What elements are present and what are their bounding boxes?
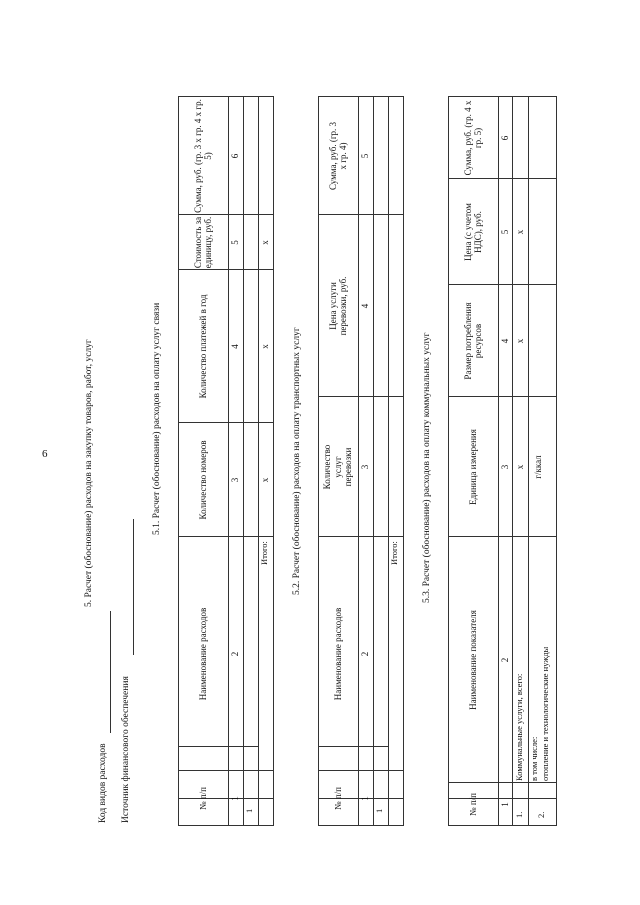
grid-line (358, 96, 359, 826)
row-number: 1 (244, 808, 254, 813)
col-number: 5 (230, 240, 240, 245)
col-number: 3 (500, 464, 510, 470)
col-number: 2 (230, 651, 240, 657)
col-header-unit: Единица измерения (467, 429, 478, 505)
col-number: 3 (360, 464, 370, 470)
grid-line (498, 96, 499, 826)
col-header-trips: Количество услуг перевозки (322, 444, 354, 490)
col-number: 3 (230, 477, 240, 483)
row-number: 1 (374, 808, 384, 813)
row-number: 1. (514, 811, 524, 818)
col-number: 2 (500, 657, 510, 663)
total-x: х (260, 240, 270, 245)
col-number: 1 (500, 802, 510, 807)
col-header-unit-cost: Стоимость за единицу, руб. (192, 216, 213, 269)
page-number: 6 (42, 448, 48, 460)
col-header-no: № п/п (332, 787, 343, 810)
col-header-payments: Количество платежей в год (197, 294, 208, 399)
row-price: х (515, 229, 525, 235)
total-label: Итого: (259, 541, 269, 565)
col-header-name: Наименование расходов (197, 607, 208, 701)
grid-line (403, 96, 404, 826)
col-header-sum: Сумма, руб. (гр. 3 х гр. 4 х гр. 5) (192, 99, 213, 213)
table-5-1-title: 5.1. Расчет (обоснование) расходов на оплату услуг связи (152, 302, 162, 535)
grid-line (228, 96, 229, 826)
col-number: 5 (500, 229, 510, 235)
expense-code-label: Код видов расходов (98, 743, 108, 823)
col-number: 5 (360, 153, 370, 159)
col-header-no: № п/п (467, 793, 478, 816)
funding-source-label: Источник финансового обеспечения (121, 676, 131, 823)
row-unit: г/ккал (533, 455, 543, 479)
grid-line (512, 96, 513, 826)
col-header-no: № п/п (197, 787, 208, 810)
col-header-trip-price: Цена услуги перевозки, руб. (327, 276, 348, 336)
row-number: 2. (536, 811, 546, 818)
col-header-numbers: Количество номеров (197, 440, 208, 520)
table-5-3-title: 5.3. Расчет (обоснование) расходов на оплату коммунальных услуг (422, 332, 432, 603)
total-x: х (260, 477, 270, 483)
col-number: 4 (230, 344, 240, 349)
col-number: 6 (500, 135, 510, 141)
grid-line (273, 96, 274, 826)
col-header-consumption: Размер потребления ресурсов (462, 302, 483, 380)
grid-line (528, 96, 529, 826)
row-indicator-name: отопление и технологические нужды (540, 646, 550, 781)
total-x: х (260, 344, 270, 349)
col-number: 1 (230, 796, 240, 801)
col-header-sum: Сумма, руб. (гр. 3 х гр. 4) (327, 121, 348, 190)
grid-line (243, 96, 244, 826)
col-number: 2 (360, 651, 370, 657)
col-header-price: Цена (с учетом НДС), руб. (462, 203, 483, 261)
funding-source-field (133, 519, 134, 655)
total-label: Итого: (389, 541, 399, 565)
row-unit: х (515, 464, 525, 470)
grid-line (388, 96, 389, 826)
col-number: 4 (360, 303, 370, 309)
grid-line (373, 96, 374, 826)
grid-line (556, 96, 557, 826)
col-number: 4 (500, 338, 510, 344)
grid-line (258, 96, 259, 826)
row-consumption: х (515, 338, 525, 344)
expense-code-field (110, 611, 111, 733)
col-header-indicator: Наименование показателя (467, 610, 478, 710)
col-header-sum: Сумма, руб. (гр. 4 х гр. 5) (462, 100, 483, 176)
row-indicator-name: в том числе: (529, 736, 539, 781)
col-number: 6 (230, 153, 240, 159)
col-number: 1 (360, 796, 370, 801)
section5-title: 5. Расчет (обоснование) расходов на закупку товаров, работ, услуг (84, 339, 94, 607)
table-5-2-title: 5.2. Расчет (обоснование) расходов на оплату транспортных услуг (292, 327, 302, 595)
row-indicator-name: Коммунальные услуги, всего: (514, 673, 524, 781)
col-header-name: Наименование расходов (332, 607, 343, 701)
